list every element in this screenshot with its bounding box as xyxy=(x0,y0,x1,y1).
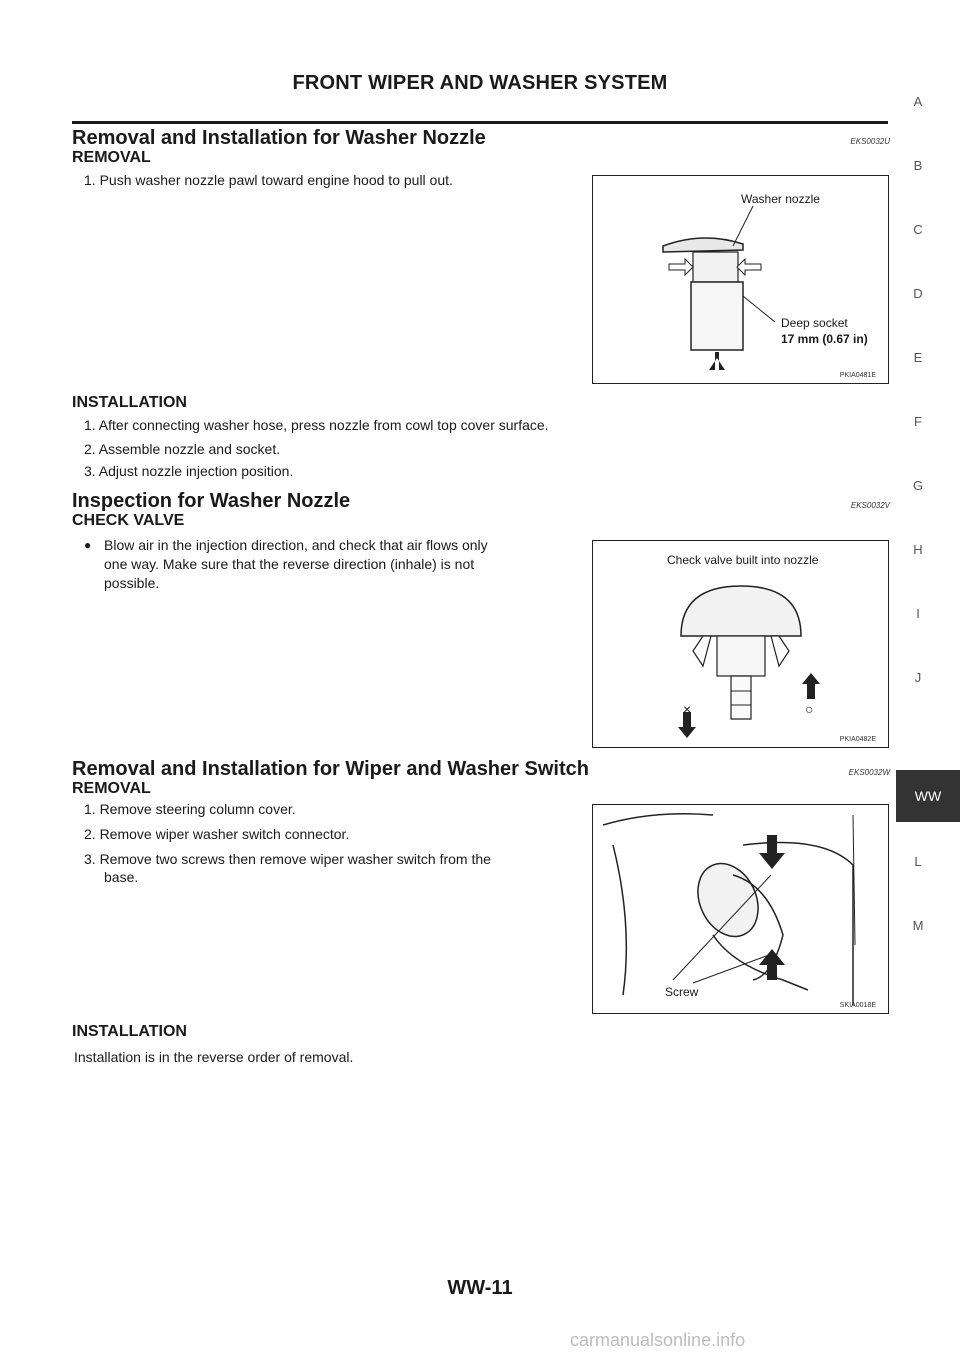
watermark: carmanualsonline.info xyxy=(570,1330,746,1350)
installation-step-3: 3. Adjust nozzle injection position. xyxy=(84,463,294,479)
figure-label-check-valve: Check valve built into nozzle xyxy=(667,553,819,567)
index-letter-l[interactable]: L xyxy=(914,854,922,869)
figure-code: PKIA0482E xyxy=(839,736,876,743)
removal-step-1: 1. Push washer nozzle pawl toward engine hood to pull out. xyxy=(84,172,453,188)
installation-text: Installation is in the reverse order of removal. xyxy=(74,1049,354,1065)
index-letter-h[interactable]: H xyxy=(913,542,923,557)
switch-removal-step-2: 2. Remove wiper washer switch connector. xyxy=(84,826,350,842)
page-number: WW-11 xyxy=(447,1277,513,1299)
bullet-icon: ● xyxy=(84,538,92,552)
figure-washer-nozzle xyxy=(592,175,889,384)
section-code: EKS0032U xyxy=(850,137,890,146)
removal-heading: REMOVAL xyxy=(72,149,151,166)
index-letter-j[interactable]: J xyxy=(914,670,922,685)
index-letter-g[interactable]: G xyxy=(912,478,924,493)
figure-check-valve xyxy=(592,540,889,748)
index-letter-d[interactable]: D xyxy=(913,286,923,301)
removal-heading: REMOVAL xyxy=(72,780,151,797)
check-valve-illustration xyxy=(593,541,890,749)
index-letter-a[interactable]: A xyxy=(913,94,923,109)
cross-mark: × xyxy=(683,701,692,717)
check-valve-line-1: Blow air in the injection direction, and check that air flows only xyxy=(104,537,488,553)
figure-code: SKIA0018E xyxy=(839,1002,876,1009)
section-title-wiper-switch: Removal and Installation for Wiper and Washer Switch xyxy=(72,758,589,780)
figure-label-socket-size: 17 mm (0.67 in) xyxy=(781,332,868,346)
section-title-washer-nozzle-inspection: Inspection for Washer Nozzle xyxy=(72,490,351,512)
installation-heading: INSTALLATION xyxy=(72,394,187,411)
figure-code: PKIA0481E xyxy=(839,372,876,379)
switch-removal-step-3: 3. Remove two screws then remove wiper washer switch from the xyxy=(84,851,491,867)
circle-mark: ○ xyxy=(805,701,814,717)
index-letter-m[interactable]: M xyxy=(912,918,924,933)
switch-removal-step-3-cont: base. xyxy=(104,869,139,885)
index-letter-e[interactable]: E xyxy=(913,350,923,365)
figure-label-washer-nozzle: Washer nozzle xyxy=(741,192,820,206)
index-letter-b[interactable]: B xyxy=(913,158,923,173)
check-valve-line-3: possible. xyxy=(104,575,160,591)
figure-label-screw: Screw xyxy=(665,985,699,999)
section-title-washer-nozzle-removal: Removal and Installation for Washer Nozzle xyxy=(72,127,486,149)
check-valve-text xyxy=(104,536,581,593)
index-tab-ww-active[interactable]: WW xyxy=(896,770,960,822)
header-rule xyxy=(72,121,888,124)
installation-heading: INSTALLATION xyxy=(72,1023,187,1040)
check-valve-line-2: one way. Make sure that the reverse direction (inhale) is not xyxy=(104,556,475,572)
index-letter-c[interactable]: C xyxy=(913,222,923,237)
wiper-switch-illustration xyxy=(593,805,890,1015)
figure-label-deep-socket: Deep socket xyxy=(781,316,848,330)
section-code: EKS0032V xyxy=(850,501,890,510)
page-header-title: FRONT WIPER AND WASHER SYSTEM xyxy=(292,72,668,94)
switch-removal-step-1: 1. Remove steering column cover. xyxy=(84,801,296,817)
installation-step-1: 1. After connecting washer hose, press nozzle from cowl top cover surface. xyxy=(84,417,549,433)
washer-nozzle-illustration xyxy=(593,176,890,385)
installation-step-2: 2. Assemble nozzle and socket. xyxy=(84,441,281,457)
index-letter-i[interactable]: I xyxy=(916,606,920,621)
section-code: EKS0032W xyxy=(848,768,890,777)
figure-wiper-switch xyxy=(592,804,889,1014)
check-valve-heading: CHECK VALVE xyxy=(72,512,185,529)
index-letter-f[interactable]: F xyxy=(914,414,922,429)
